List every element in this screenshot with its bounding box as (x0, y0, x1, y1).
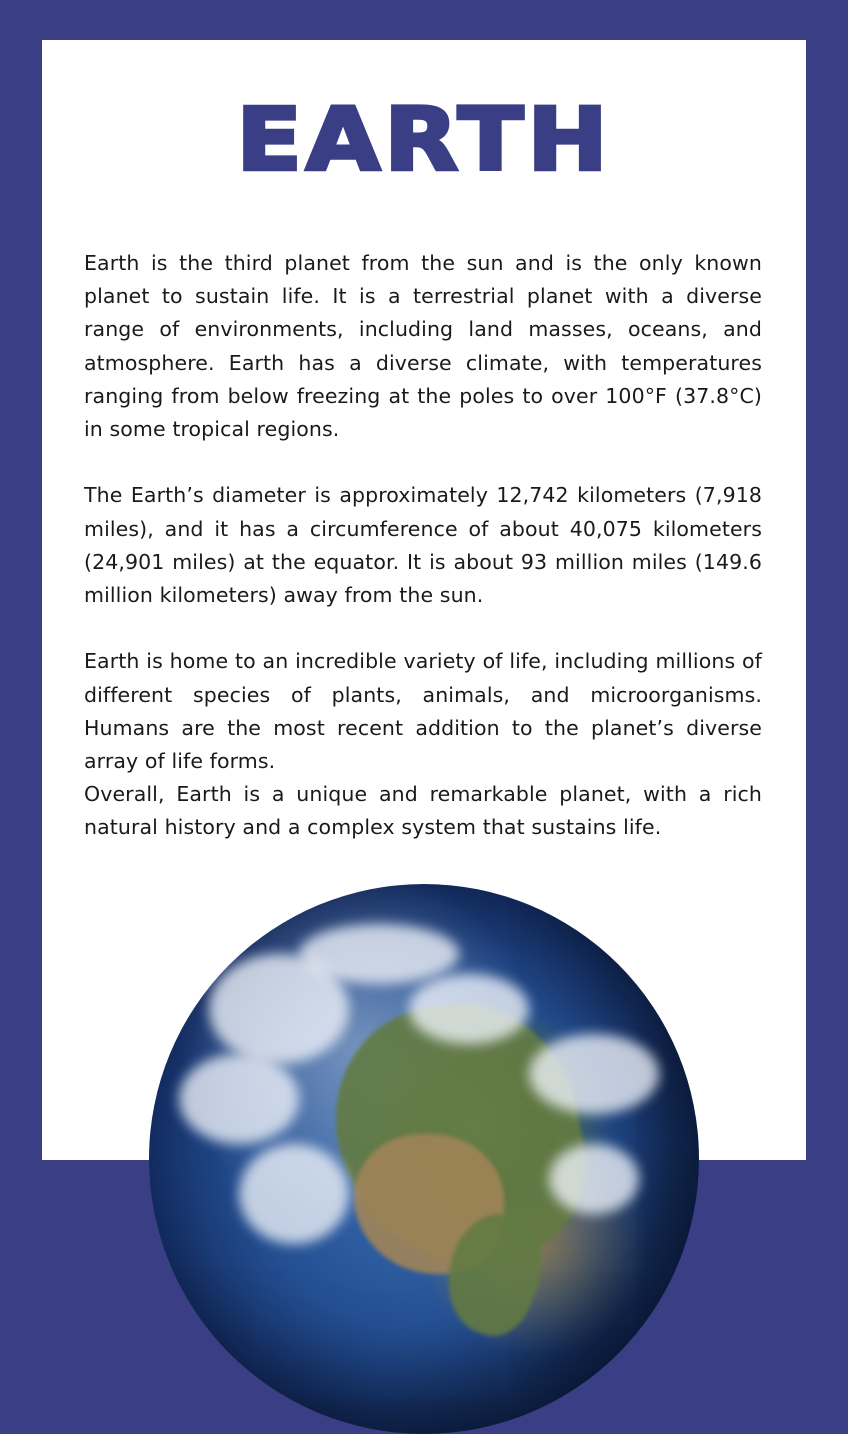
paragraph-intro: Earth is the third planet from the sun and is the only known planet to sustain life. It is a terrestrial planet with a diverse range of environments, including land masses, oceans, and atmosphere. Earth has a diverse climate, with temperatures ranging from below freezing at the poles to over 100°F (37.8°C) in some tropical regions. (84, 251, 762, 442)
cloud-swirl (239, 1144, 349, 1244)
earth-globe-image (149, 884, 699, 1434)
page-title: EARTH (236, 89, 612, 191)
cloud-swirl (409, 974, 529, 1044)
cloud-swirl (529, 1034, 659, 1114)
paragraph-life: Earth is home to an incredible variety of life, including millions of different species of plants, animals, and microorganisms. Humans are the most recent addition to the planet’s diverse array of life forms. (84, 649, 762, 774)
cloud-swirl (179, 1054, 299, 1144)
article-body (84, 247, 762, 845)
paragraph-dimensions: The Earth’s diameter is approximately 12,742 kilometers (7,918 miles), and it has a circumference of about 40,075 kilometers (24,901 miles) at the equator. It is about 93 million miles (149.6 million kilometers) away from the sun. (84, 483, 762, 608)
cloud-swirl (549, 1144, 639, 1214)
paragraph-conclusion: Overall, Earth is a unique and remarkable planet, with a rich natural history and a complex system that sustains life. (84, 782, 762, 840)
cloud-swirl (299, 924, 459, 984)
